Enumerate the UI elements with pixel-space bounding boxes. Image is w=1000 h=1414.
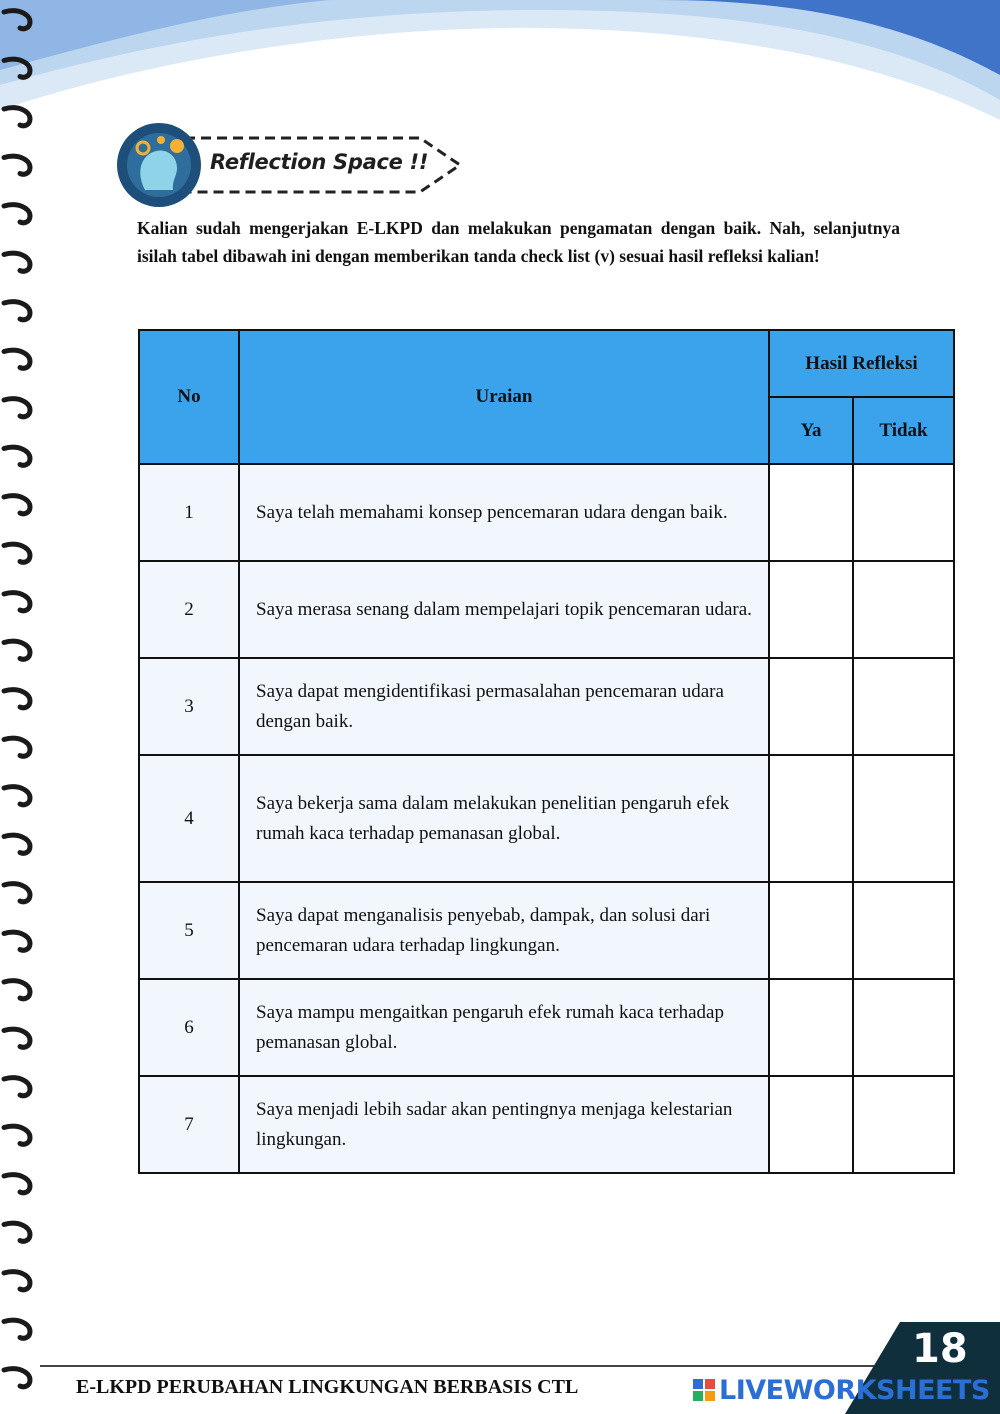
row-number: 4: [139, 755, 239, 882]
spiral-ring: [4, 1272, 30, 1290]
row-number: 1: [139, 464, 239, 561]
checkbox-ya[interactable]: [769, 1076, 853, 1173]
header-wave-decoration: [0, 0, 1000, 130]
spiral-ring: [4, 59, 30, 77]
checkbox-ya[interactable]: [769, 464, 853, 561]
spiral-binding: [0, 0, 40, 1414]
table-row: [139, 464, 954, 561]
spiral-ring: [4, 641, 30, 659]
row-number: 6: [139, 979, 239, 1076]
spiral-ring: [4, 253, 30, 271]
liveworksheets-watermark: [693, 1375, 990, 1405]
table-row: [139, 882, 954, 979]
row-number: 2: [139, 561, 239, 658]
table-row: [139, 561, 954, 658]
spiral-ring: [4, 496, 30, 514]
spiral-ring: [4, 1369, 30, 1387]
checkbox-tidak[interactable]: [853, 464, 954, 561]
reflection-table: [138, 329, 955, 1174]
page-number: 18: [912, 1326, 968, 1372]
spiral-ring: [4, 1126, 30, 1144]
table-row: [139, 755, 954, 882]
row-statement: Saya mampu mengaitkan pengaruh efek rumah kaca terhadap pemanasan global.: [239, 979, 769, 1076]
spiral-ring: [4, 932, 30, 950]
row-statement: Saya dapat mengidentifikasi permasalahan pencemaran udara dengan baik.: [239, 658, 769, 755]
table-row: [139, 658, 954, 755]
spiral-ring: [4, 981, 30, 999]
liveworksheets-logo-icon: [693, 1379, 715, 1401]
spiral-ring: [4, 1320, 30, 1338]
checkbox-tidak[interactable]: [853, 755, 954, 882]
checkbox-ya[interactable]: [769, 561, 853, 658]
checkbox-tidak[interactable]: [853, 561, 954, 658]
spiral-ring: [4, 787, 30, 805]
spiral-ring: [4, 593, 30, 611]
row-statement: Saya bekerja sama dalam melakukan penelitian pengaruh efek rumah kaca terhadap pemanasan global.: [239, 755, 769, 882]
row-statement: Saya telah memahami konsep pencemaran udara dengan baik.: [239, 464, 769, 561]
spiral-ring: [4, 835, 30, 853]
checkbox-tidak[interactable]: [853, 658, 954, 755]
checkbox-tidak[interactable]: [853, 882, 954, 979]
spiral-ring: [4, 1029, 30, 1047]
footer-title: E-LKPD PERUBAHAN LINGKUNGAN BERBASIS CTL: [76, 1376, 579, 1398]
checkbox-tidak[interactable]: [853, 979, 954, 1076]
spiral-ring: [4, 447, 30, 465]
checkbox-ya[interactable]: [769, 979, 853, 1076]
row-statement: Saya dapat menganalisis penyebab, dampak, dan solusi dari pencemaran udara terhadap lingkungan.: [239, 882, 769, 979]
reflection-space-title: Reflection Space !!: [210, 150, 429, 174]
spiral-ring: [4, 1175, 30, 1193]
spiral-ring: [4, 399, 30, 417]
spiral-ring: [4, 11, 30, 29]
spiral-ring: [4, 205, 30, 223]
checkbox-tidak[interactable]: [853, 1076, 954, 1173]
spiral-ring: [4, 1078, 30, 1096]
row-number: 5: [139, 882, 239, 979]
spiral-ring: [4, 884, 30, 902]
row-statement: Saya merasa senang dalam mempelajari topik pencemaran udara.: [239, 561, 769, 658]
header-hasil-refleksi: Hasil Refleksi: [769, 330, 954, 397]
header-no: No: [139, 330, 239, 464]
spiral-ring: [4, 156, 30, 174]
header-uraian: Uraian: [239, 330, 769, 464]
instruction-paragraph: Kalian sudah mengerjakan E-LKPD dan melakukan pengamatan dengan baik. Nah, selanjutnya isilah tabel dibawah ini dengan memberikan tanda check list (v) sesuai hasil refleksi kalian!: [137, 218, 900, 266]
row-statement: Saya menjadi lebih sadar akan pentingnya menjaga kelestarian lingkungan.: [239, 1076, 769, 1173]
spiral-ring: [4, 108, 30, 126]
header-ya: Ya: [769, 397, 853, 464]
row-number: 3: [139, 658, 239, 755]
spiral-ring: [4, 544, 30, 562]
row-number: 7: [139, 1076, 239, 1173]
header-tidak: Tidak: [853, 397, 954, 464]
spiral-ring: [4, 738, 30, 756]
spiral-ring: [4, 690, 30, 708]
table-row: [139, 1076, 954, 1173]
table-row: [139, 979, 954, 1076]
spiral-ring: [4, 350, 30, 368]
checkbox-ya[interactable]: [769, 882, 853, 979]
spiral-ring: [4, 1223, 30, 1241]
checkbox-ya[interactable]: [769, 658, 853, 755]
liveworksheets-text: LIVEWORKSHEETS: [719, 1374, 990, 1406]
checkbox-ya[interactable]: [769, 755, 853, 882]
spiral-ring: [4, 302, 30, 320]
